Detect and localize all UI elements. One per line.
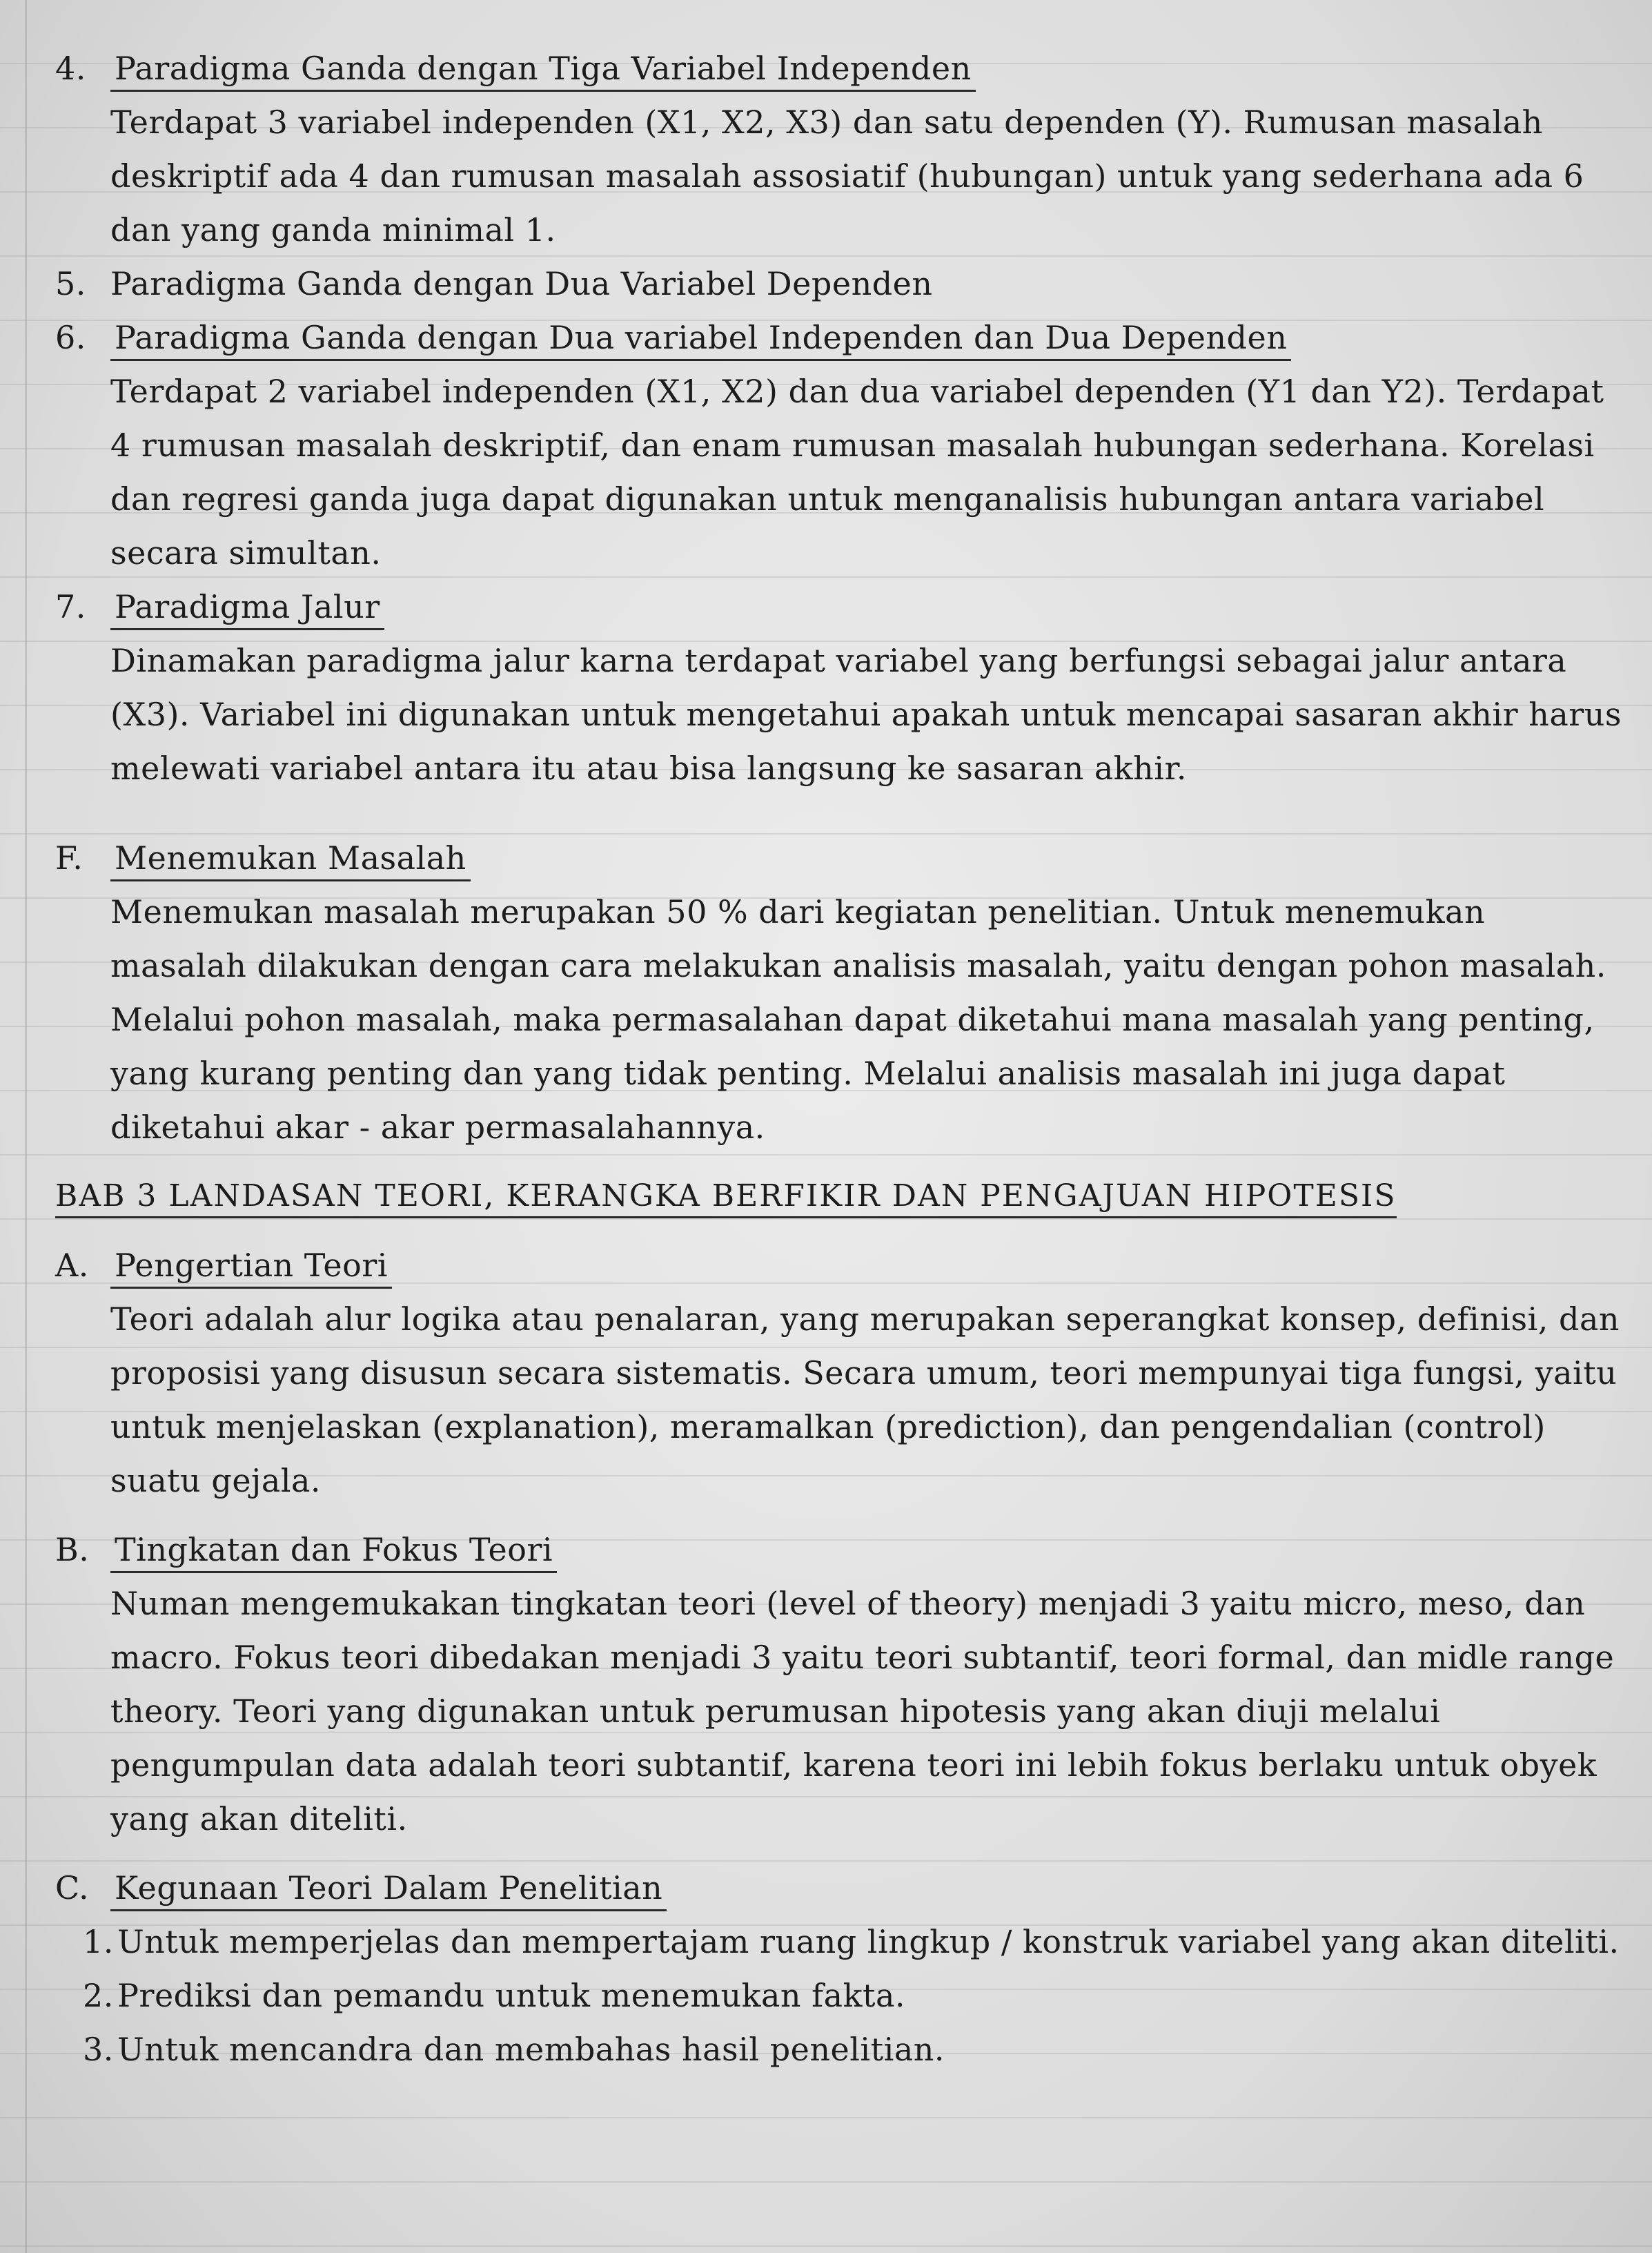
list-number: 2.	[83, 1977, 114, 2014]
section-title: Menemukan Masalah	[110, 837, 471, 881]
section-4	[55, 41, 1629, 257]
section-title: Tingkatan dan Fokus Teori	[110, 1528, 557, 1573]
chapter-heading	[55, 1169, 1629, 1223]
section-number: B.	[55, 1531, 90, 1568]
list-number: 3.	[83, 2031, 114, 2068]
section-f	[55, 831, 1629, 1154]
section-body: Dinamakan paradigma jalur karna terdapat variabel yang berfungsi sebagai jalur antara (X3). Variabel ini digunakan untuk mengetahui apakah untuk mencapai sasaran akhir harus melewati variabel antara itu atau bisa langsung ke sasaran akhir.	[110, 642, 1622, 787]
section-7	[55, 580, 1629, 795]
section-title: Kegunaan Teori Dalam Penelitian	[110, 1866, 667, 1911]
section-b	[55, 1523, 1629, 1846]
section-body: Terdapat 3 variabel independen (X1, X2, X3) dan satu dependen (Y). Rumusan masalah deskriptif ada 4 dan rumusan masalah assosiatif (hubungan) untuk yang sederhana ada 6 dan yang ganda minimal 1.	[110, 104, 1584, 248]
section-number: 4.	[55, 50, 86, 87]
section-a	[55, 1238, 1629, 1508]
list-item	[55, 1969, 1629, 2022]
section-number: 7.	[55, 588, 86, 625]
section-number: A.	[55, 1247, 89, 1284]
section-number: 6.	[55, 319, 86, 356]
section-c	[55, 1861, 1629, 2076]
list-text: Untuk mencandra dan membahas hasil penelitian.	[117, 2031, 945, 2068]
list-number: 1.	[83, 1923, 114, 1960]
chapter-title: BAB 3 LANDASAN TEORI, KERANGKA BERFIKIR DAN PENGAJUAN HIPOTESIS	[55, 1178, 1397, 1218]
section-body: Terdapat 2 variabel independen (X1, X2) dan dua variabel dependen (Y1 dan Y2). Terdapat 4 rumusan masalah deskriptif, dan enam rumusan masalah hubungan sederhana. Korelasi dan regresi ganda juga dapat digunakan untuk menganalisis hubungan antara variabel secara simultan.	[110, 373, 1604, 572]
section-body: Menemukan masalah merupakan 50 % dari kegiatan penelitian. Untuk menemukan masalah dilakukan dengan cara melakukan analisis masalah, yaitu dengan pohon masalah. Melalui pohon masalah, maka permasalahan dapat diketahui mana masalah yang penting, yang kurang penting dan yang tidak penting. Melalui analisis masalah ini juga dapat diketahui akar - akar permasalahannya.	[110, 893, 1606, 1146]
list-text: Untuk memperjelas dan mempertajam ruang lingkup / konstruk variabel yang akan diteliti.	[117, 1923, 1620, 1960]
margin-line	[25, 0, 27, 2253]
handwritten-notes	[55, 41, 1629, 2076]
section-body: Teori adalah alur logika atau penalaran, yang merupakan seperangkat konsep, definisi, dan proposisi yang disusun secara sistematis. Secara umum, teori mempunyai tiga fungsi, yaitu untuk menjelaskan (explanation), meramalkan (prediction), dan pengendalian (control) suatu gejala.	[110, 1300, 1620, 1499]
section-title: Paradigma Ganda dengan Dua variabel Independen dan Dua Dependen	[110, 316, 1291, 361]
section-number: C.	[55, 1869, 90, 1906]
list-text: Prediksi dan pemandu untuk menemukan fakta.	[117, 1977, 905, 2014]
section-title: Paradigma Ganda dengan Tiga Variabel Independen	[110, 47, 976, 92]
list-item	[55, 1915, 1629, 1969]
section-5	[55, 257, 1629, 311]
section-number: 5.	[55, 265, 86, 302]
section-number: F.	[55, 839, 83, 877]
list-item	[55, 2022, 1629, 2076]
section-title: Paradigma Jalur	[110, 585, 384, 630]
section-title: Paradigma Ganda dengan Dua Variabel Dependen	[110, 265, 933, 302]
section-title: Pengertian Teori	[110, 1244, 392, 1289]
section-6	[55, 311, 1629, 580]
section-body: Numan mengemukakan tingkatan teori (level of theory) menjadi 3 yaitu micro, meso, dan macro. Fokus teori dibedakan menjadi 3 yaitu teori subtantif, teori formal, dan midle range theory. Teori yang digunakan untuk perumusan hipotesis yang akan diuji melalui pengumpulan data adalah teori subtantif, karena teori ini lebih fokus berlaku untuk obyek yang akan diteliti.	[110, 1585, 1615, 1837]
